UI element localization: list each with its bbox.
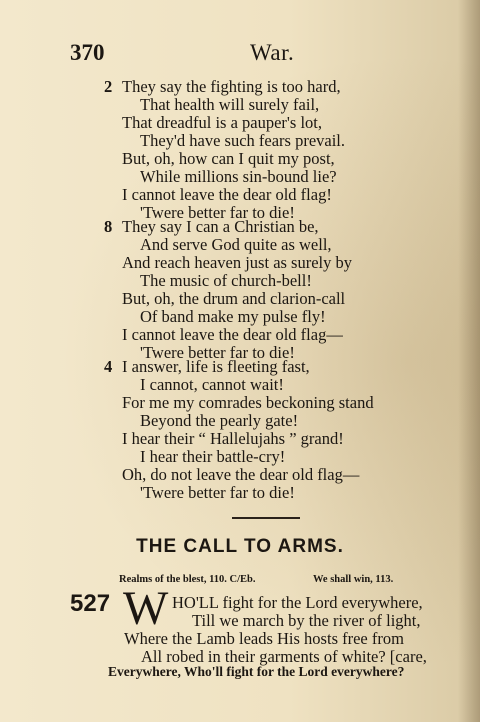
verse-line: But, oh, the drum and clarion-call [122, 289, 346, 308]
verse-line: The music of church-bell! [140, 271, 312, 290]
verse-number: 4 [104, 357, 113, 376]
verse-line: That health will surely fail, [140, 95, 320, 114]
verse-line: Of band make my pulse fly! [140, 307, 326, 326]
verse-line: They say I can a Christian be, [122, 217, 319, 236]
verse-line: Beyond the pearly gate! [140, 411, 299, 430]
verse-line: I hear their “ Hallelujahs ” grand! [122, 429, 344, 448]
verse-line: While millions sin-bound lie? [140, 167, 337, 186]
verse-line: I cannot, cannot wait! [140, 375, 284, 394]
verse-number: 2 [104, 77, 113, 96]
hymn-line: All robed in their garments of white? [care, [141, 647, 427, 666]
tune-reference: Realms of the blest, 110. C/Eb. [119, 574, 256, 585]
hymn-line: Till we march by the river of light, [192, 611, 421, 630]
verse-line: 'Twere better far to die! [140, 203, 295, 222]
hymn-number: 527 [70, 590, 111, 617]
verse-line: That dreadful is a pauper's lot, [122, 113, 322, 132]
page-header [0, 40, 480, 70]
page-number: 370 [70, 40, 105, 65]
section-title: THE CALL TO ARMS. [136, 536, 344, 557]
hymn-line: Where the Lamb leads His hosts free from [124, 629, 404, 648]
verse-line: And reach heaven just as surely by [122, 253, 353, 272]
hymn-line: HO'LL fight for the Lord everywhere, [172, 593, 423, 612]
section-divider [232, 517, 300, 519]
verse-line: I cannot leave the dear old flag— [122, 325, 343, 344]
hymn-refrain: Everywhere, Who'll fight for the Lord everywhere? [108, 664, 405, 679]
verse-line: For me my comrades beckoning stand [122, 393, 374, 412]
running-head: War. [250, 40, 295, 65]
drop-cap: W [123, 582, 169, 635]
verse-line: And serve God quite as well, [140, 235, 332, 254]
verse-line: I cannot leave the dear old flag! [122, 185, 332, 204]
verse-line: But, oh, how can I quit my post, [122, 149, 335, 168]
tune-reference: We shall win, 113. [313, 574, 394, 585]
verse-line: I hear their battle-cry! [140, 447, 286, 466]
book-gutter-shadow [458, 0, 480, 722]
verse-number: 8 [104, 217, 113, 236]
verse-line: They'd have such fears prevail. [140, 131, 346, 150]
verse-line: They say the fighting is too hard, [122, 77, 341, 96]
verse-line: 'Twere better far to die! [140, 343, 295, 362]
verse-line: 'Twere better far to die! [140, 483, 295, 502]
verse-line: Oh, do not leave the dear old flag— [122, 465, 360, 484]
verse-line: I answer, life is fleeting fast, [122, 357, 310, 376]
